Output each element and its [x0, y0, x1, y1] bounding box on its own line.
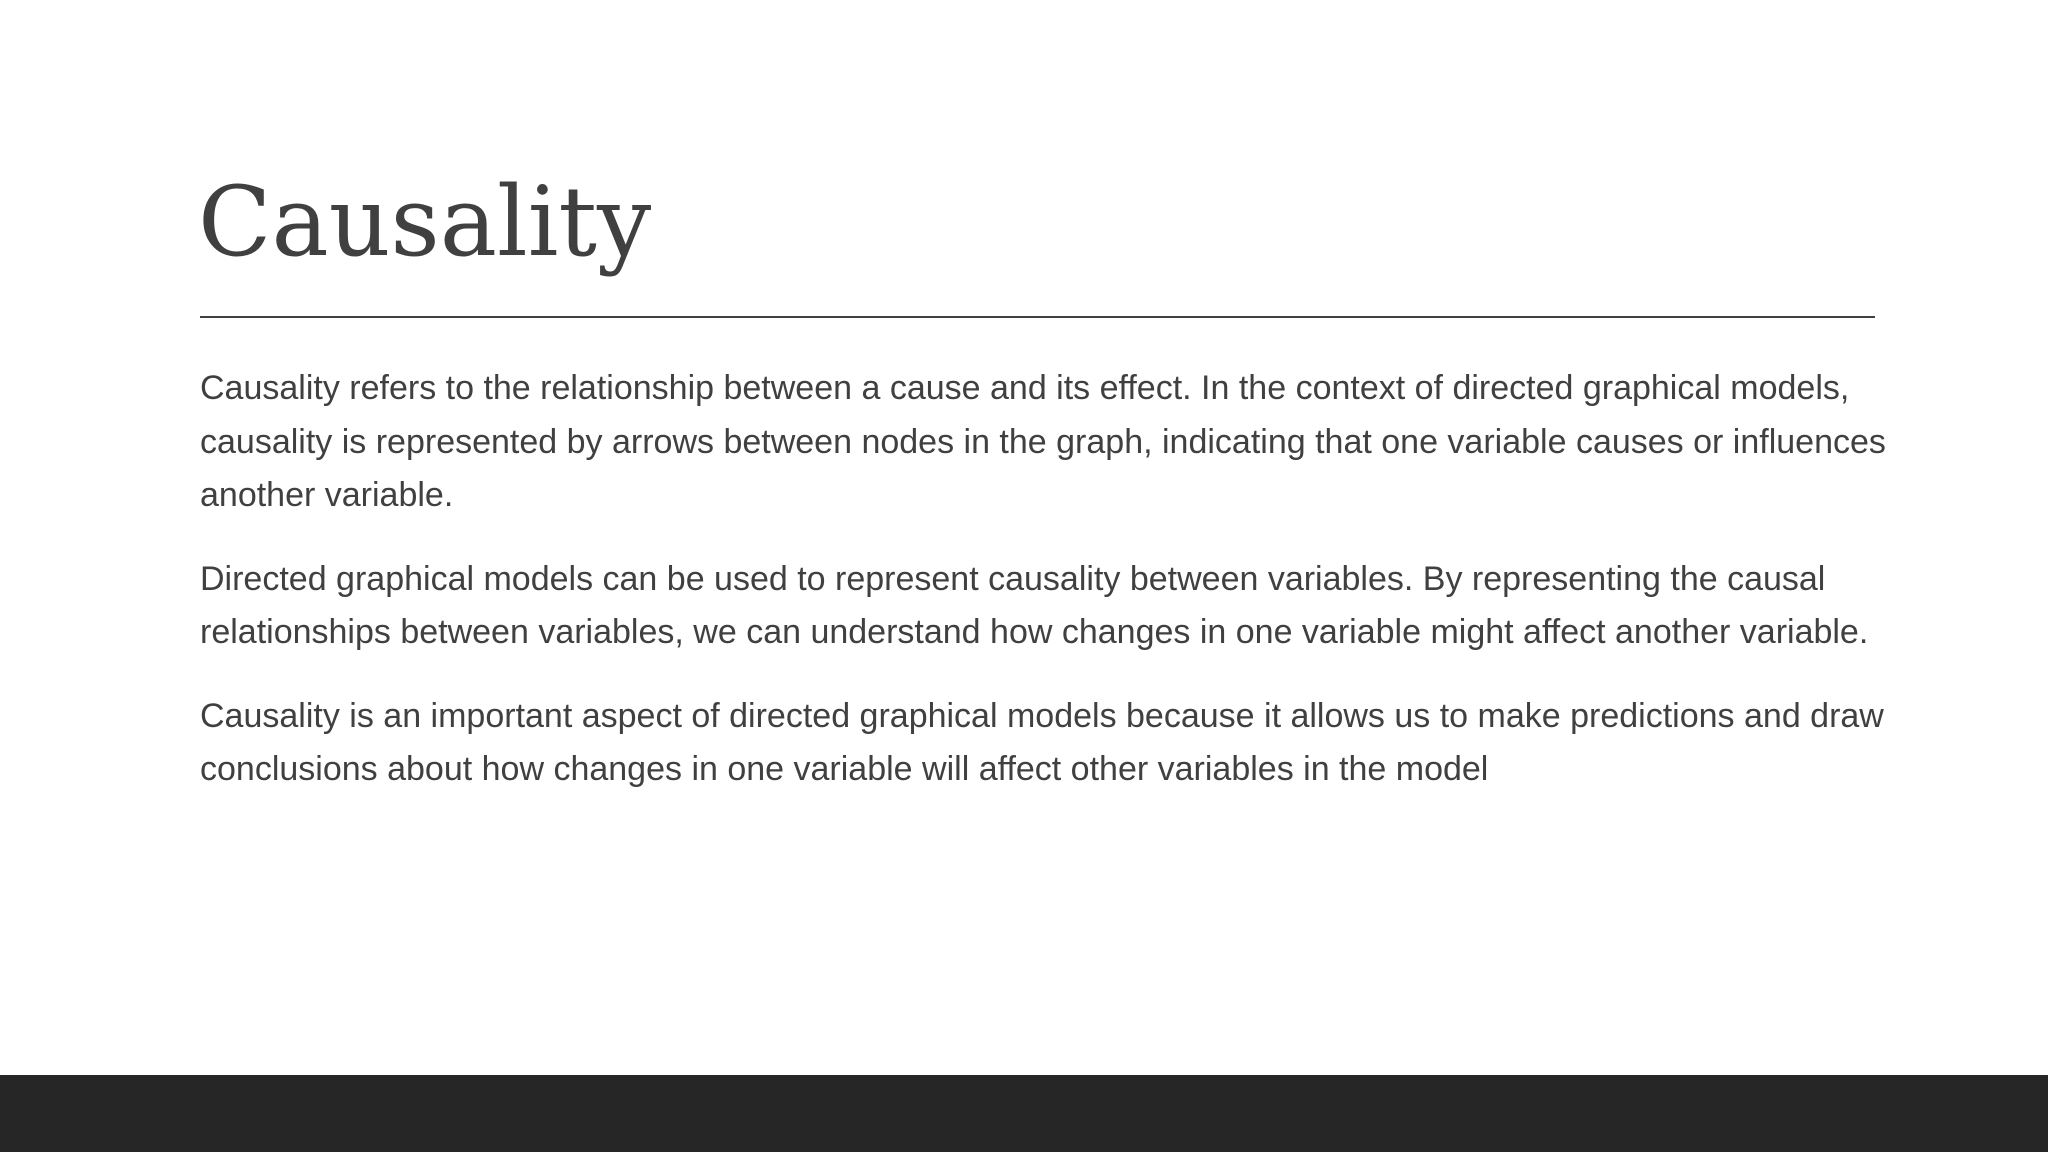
title-divider [200, 316, 1875, 318]
body-paragraph-1: Causality refers to the relationship between a cause and its effect. In the context of directed graphical models, causality is represented by arrows between nodes in the graph, indicating that one variable causes or influences another variable. [200, 369, 1886, 514]
slide-body [200, 362, 1890, 827]
body-paragraph-3: Causality is an important aspect of directed graphical models because it allows us to make predictions and draw conclusions about how changes in one variable will affect other variables in the model [200, 696, 1884, 788]
body-paragraph-2: Directed graphical models can be used to represent causality between variables. By representing the causal relationships between variables, we can understand how changes in one variable might affect another variable. [200, 559, 1869, 651]
slide-title: Causality [198, 166, 652, 278]
footer-bar [0, 1075, 2048, 1152]
